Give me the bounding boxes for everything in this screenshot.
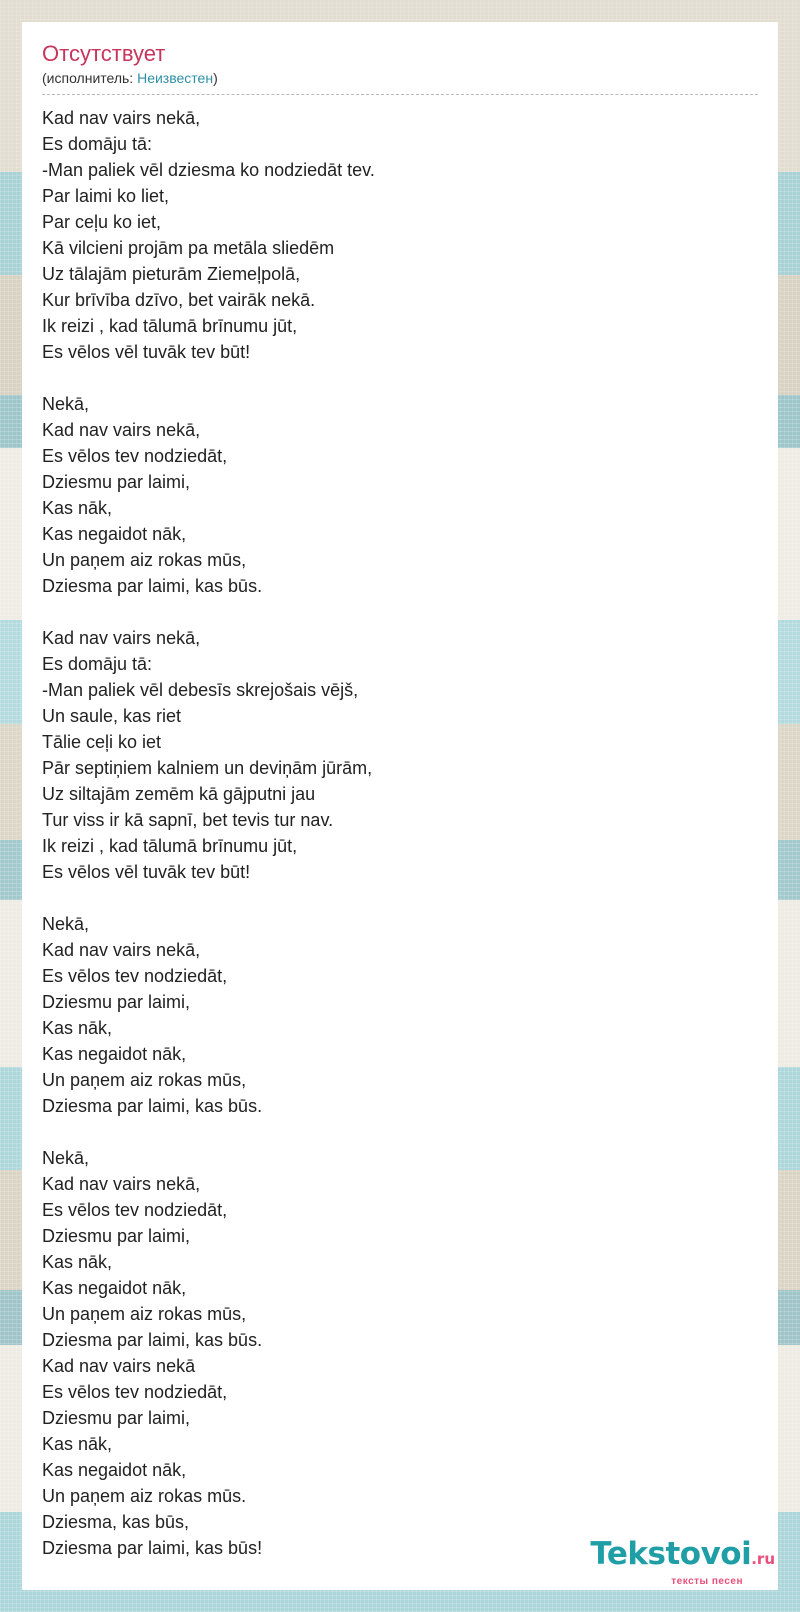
stanza-break	[42, 1119, 758, 1145]
artist-prefix: (исполнитель:	[42, 70, 138, 86]
stanza-break	[42, 885, 758, 911]
lyric-line: Kas nāk,	[42, 1018, 113, 1038]
lyric-line: Kad nav vairs nekā	[42, 1356, 196, 1376]
lyric-line: Un saule, kas riet	[42, 706, 182, 726]
lyric-line: Kas nāk,	[42, 1434, 113, 1454]
lyric-line: Dziesma par laimi, kas būs!	[42, 1538, 263, 1558]
lyric-line: Kad nav vairs nekā,	[42, 940, 201, 960]
lyric-line: Un paņem aiz rokas mūs.	[42, 1486, 247, 1506]
lyrics-card	[22, 22, 778, 1590]
lyric-line: Un paņem aiz rokas mūs,	[42, 1070, 247, 1090]
lyric-line: Es vēlos vēl tuvāk tev būt!	[42, 862, 251, 882]
lyric-line: Dziesma par laimi, kas būs.	[42, 1096, 263, 1116]
lyric-line: Par ceļu ko iet,	[42, 212, 162, 232]
lyric-line: Tur viss ir kā sapnī, bet tevis tur nav.	[42, 810, 334, 830]
lyric-line: Es domāju tā:	[42, 134, 153, 154]
lyric-line: Nekā,	[42, 914, 90, 934]
lyric-line: Dziesmu par laimi,	[42, 992, 191, 1012]
lyric-line: Tālie ceļi ko iet	[42, 732, 162, 752]
lyric-line: Un paņem aiz rokas mūs,	[42, 550, 247, 570]
lyric-line: Uz siltajām zemēm kā gājputni jau	[42, 784, 316, 804]
logo-main-text: Tekstovoi	[590, 1536, 752, 1572]
lyric-line: Es vēlos tev nodziedāt,	[42, 1200, 228, 1220]
lyric-line: Kad nav vairs nekā,	[42, 1174, 201, 1194]
lyric-line: Es domāju tā:	[42, 654, 153, 674]
stanza-break	[42, 599, 758, 625]
lyric-line: Kad nav vairs nekā,	[42, 420, 201, 440]
logo-domain-suffix: .ru	[751, 1550, 775, 1568]
song-title: Отсутствует	[42, 41, 166, 66]
lyric-line: Kas negaidot nāk,	[42, 1278, 187, 1298]
lyrics-text	[42, 105, 758, 1561]
site-logo[interactable]	[570, 1537, 775, 1587]
lyric-line: Es vēlos tev nodziedāt,	[42, 1382, 228, 1402]
lyric-line: Dziesmu par laimi,	[42, 1226, 191, 1246]
lyric-line: Dziesmu par laimi,	[42, 1408, 191, 1428]
lyric-line: Kas nāk,	[42, 498, 113, 518]
lyric-line: -Man paliek vēl debesīs skrejošais vējš,	[42, 680, 359, 700]
lyric-line: -Man paliek vēl dziesma ko nodziedāt tev.	[42, 160, 375, 180]
stanza-break	[42, 365, 758, 391]
lyric-line: Pār septiņiem kalniem un deviņām jūrām,	[42, 758, 373, 778]
lyric-line: Un paņem aiz rokas mūs,	[42, 1304, 247, 1324]
lyric-line: Es vēlos tev nodziedāt,	[42, 446, 228, 466]
artist-suffix: )	[213, 70, 218, 86]
logo-tagline: тексты песен	[671, 1576, 743, 1587]
lyric-line: Es vēlos tev nodziedāt,	[42, 966, 228, 986]
lyric-line: Ik reizi , kad tālumā brīnumu jūt,	[42, 316, 298, 336]
lyric-line: Es vēlos vēl tuvāk tev būt!	[42, 342, 251, 362]
lyric-line: Kas negaidot nāk,	[42, 1044, 187, 1064]
lyric-line: Ik reizi , kad tālumā brīnumu jūt,	[42, 836, 298, 856]
lyric-line: Kad nav vairs nekā,	[42, 108, 201, 128]
lyric-line: Uz tālajām pieturām Ziemeļpolā,	[42, 264, 301, 284]
lyric-line: Dziesma, kas būs,	[42, 1512, 190, 1532]
lyric-line: Dziesma par laimi, kas būs.	[42, 1330, 263, 1350]
logo-wordmark	[570, 1537, 775, 1576]
lyric-line: Kā vilcieni projām pa metāla sliedēm	[42, 238, 335, 258]
artist-line	[42, 69, 758, 95]
lyric-line: Par laimi ko liet,	[42, 186, 170, 206]
artist-link[interactable]: Неизвестен	[137, 70, 214, 86]
lyric-line: Dziesma par laimi, kas būs.	[42, 576, 263, 596]
lyric-line: Dziesmu par laimi,	[42, 472, 191, 492]
lyric-line: Kad nav vairs nekā,	[42, 628, 201, 648]
lyric-line: Kas nāk,	[42, 1252, 113, 1272]
lyric-line: Nekā,	[42, 394, 90, 414]
lyric-line: Kur brīvība dzīvo, bet vairāk nekā.	[42, 290, 316, 310]
lyric-line: Nekā,	[42, 1148, 90, 1168]
lyric-line: Kas negaidot nāk,	[42, 1460, 187, 1480]
lyric-line: Kas negaidot nāk,	[42, 524, 187, 544]
